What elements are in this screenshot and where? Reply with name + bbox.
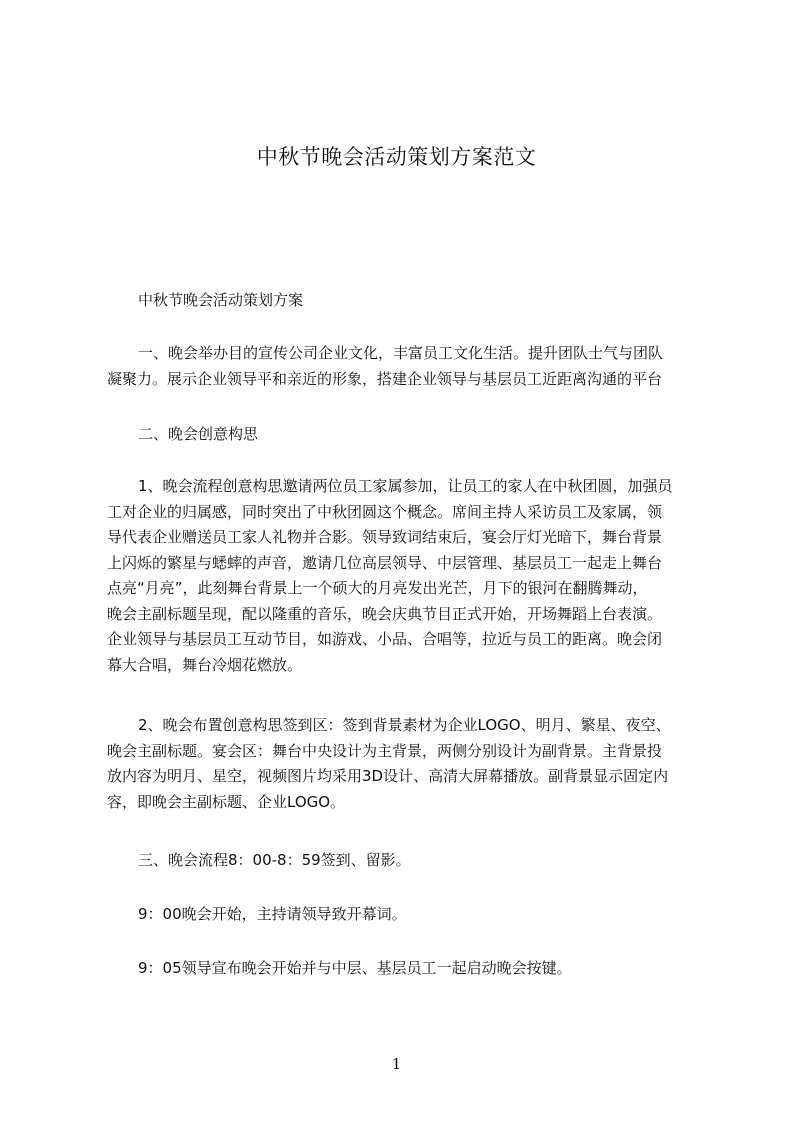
- document-title: 中秋节晚会活动策划方案范文: [256, 145, 537, 169]
- text-line: 2、晚会布置创意构思签到区：签到背景素材为企业LOGO、明月、繁星、夜空、: [138, 716, 671, 734]
- schedule-item: 9：05领导宣布晚会开始并与中层、基层员工一起启动晚会按键。: [138, 959, 572, 977]
- text-line: 企业领导与基层员工互动节目，如游戏、小品、合唱等，拉近与员工的距离。晚会闭: [107, 630, 663, 648]
- text-line: 工对企业的归属感，同时突出了中秋团圆这个概念。席间主持人采访员工及家属，领: [107, 502, 663, 521]
- text-line: 凝聚力。展示企业领导平和亲近的形象，搭建企业领导与基层员工近距离沟通的平台: [107, 369, 663, 388]
- text-line: 晚会主副标题呈现，配以隆重的音乐，晚会庆典节目正式开始，开场舞蹈上台表演。: [107, 604, 663, 623]
- text-line: 一、晚会举办目的宣传公司企业文化，丰富员工文化生活。提升团队士气与团队: [138, 344, 664, 362]
- schedule-item: 9：00晚会开始，主持请领导致开幕词。: [138, 905, 407, 923]
- section-2-heading: 二、晚会创意构思: [138, 425, 259, 443]
- text-line: 幕大合唱，舞台冷烟花燃放。: [107, 655, 303, 674]
- section-1-purpose: [107, 341, 698, 392]
- section-2-paragraph-1: [107, 474, 698, 678]
- text-line: 点亮“月亮”，此刻舞台背景上一个硕大的月亮发出光芒，月下的银河在翻腾舞动，: [107, 579, 648, 597]
- page-number: 1: [391, 1055, 402, 1073]
- document-subtitle: 中秋节晚会活动策划方案: [138, 291, 304, 309]
- text-line: 放内容为明月、星空，视频图片均采用3D设计、高清大屏幕播放。副背景显示固定内: [107, 767, 669, 785]
- section-2-paragraph-2: [107, 713, 698, 815]
- text-line: 晚会主副标题。宴会区：舞台中央设计为主背景，两侧分别设计为副背景。主背景投: [107, 741, 663, 760]
- text-line: 容，即晚会主副标题、企业LOGO。: [107, 792, 346, 811]
- section-3-heading: 三、晚会流程8：00-8：59签到、留影。: [138, 851, 411, 869]
- text-line: 上闪烁的繁星与蟋蟀的声音，邀请几位高层领导、中层管理、基层员工一起走上舞台: [107, 553, 663, 572]
- text-line: 1、晚会流程创意构思邀请两位员工家属参加，让员工的家人在中秋团圆，加强员: [138, 477, 673, 495]
- text-line: 导代表企业赠送员工家人礼物并合影。领导致词结束后，宴会厅灯光暗下，舞台背景: [107, 528, 663, 546]
